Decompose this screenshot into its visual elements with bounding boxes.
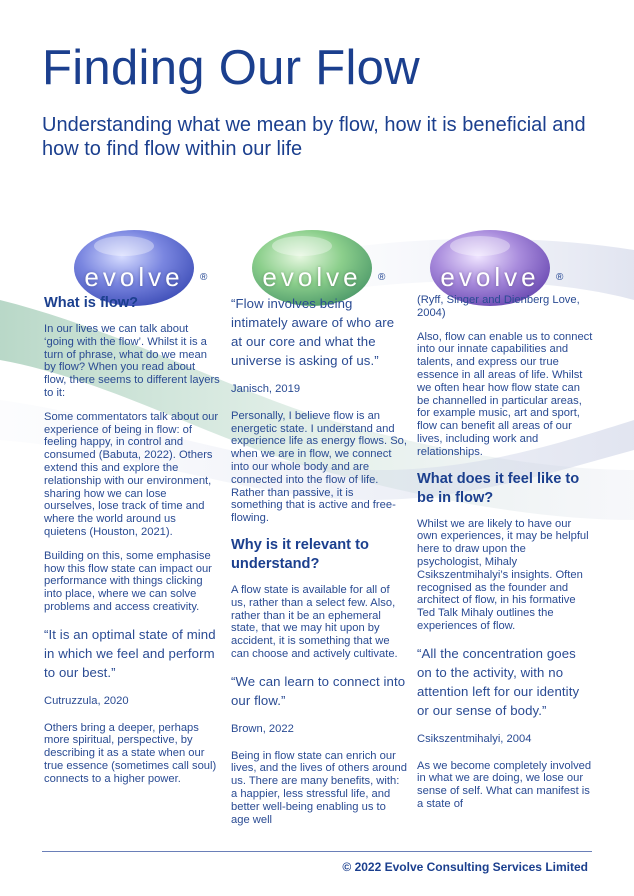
- column-3: [417, 294, 593, 834]
- quote-citation: Janisch, 2019: [231, 383, 301, 395]
- registered-mark: ®: [200, 272, 208, 283]
- paragraph: Also, flow can enable us to connect into our innate capabilities and talents, and express our true essence in all areas of life. Whilst we often hear how flow state can be channelled in particular areas, for example music, art and sport, flow can benefit all areas of our lives, including work and relationships.: [417, 330, 593, 458]
- footer-divider: [42, 851, 592, 852]
- footer-copyright: © 2022 Evolve Consulting Services Limited: [342, 860, 588, 874]
- quote-citation: Brown, 2022: [231, 722, 294, 735]
- heading-why-relevant: Why is it relevant to understand?: [231, 536, 369, 572]
- pull-quote: “We can learn to connect into our flow.”: [231, 673, 406, 708]
- paragraph: A flow state is available for all of us, rather than a select few. Also, rather than it be an ephemeral state, that we may hit upon by accident, it is something that we can choose and actively cultivate.: [231, 583, 398, 660]
- quote-citation: Cutruzzula, 2020: [44, 694, 129, 707]
- registered-mark: ®: [556, 272, 564, 283]
- paragraph: As we become completely involved in what we are doing, we lose our sense of self. What can manifest is a state of: [417, 759, 592, 810]
- paragraph: Personally, I believe flow is an energetic state. I understand and experience life as energy flows. So, when we are in flow, we connect into our whole body and are connected into the flow of life. Rather than passive, it is something that is active and free-flowing.: [231, 409, 407, 525]
- column-2: [231, 294, 407, 834]
- page-subtitle: Understanding what we mean by flow, how it is beneficial and how to find flow within our life: [42, 114, 586, 160]
- registered-mark: ®: [378, 272, 386, 283]
- quote-citation: Csikszentmihalyi, 2004: [417, 732, 532, 745]
- pull-quote: “It is an optimal state of mind in which we feel and perform to our best.”: [44, 626, 216, 680]
- column-1: [44, 294, 220, 834]
- logo-wordmark: evolve: [440, 262, 540, 292]
- heading-what-does-it-feel-like: What does it feel like to be in flow?: [417, 470, 580, 506]
- paragraph: Some commentators talk about our experience of being in flow: of feeling happy, in control and consumed (Babuta, 2022). Others extend this and explore the relationship with our environment, sharing how we can lose ourselves, lose track of time and where the world around us quietens (Houston, 2021).: [44, 410, 219, 538]
- paragraph: In our lives we can talk about ‘going with the flow’. Whilst it is a turn of phrase, what do we mean by flow? When you read about flow, there seems to different layers to it:: [44, 323, 220, 399]
- paragraph: (Ryff, Singer and Dienberg Love, 2004): [417, 294, 580, 319]
- logo-wordmark: evolve: [262, 262, 362, 292]
- paragraph: Others bring a deeper, perhaps more spiritual, perspective, by describing it as a state when our true essence (sometimes call soul) connects to a higher power.: [44, 721, 217, 785]
- paragraph: Being in flow state can enrich our lives, and the lives of others around us. There are many benefits, with: a happier, less stressful life, and better well-being enabling us to age well: [231, 749, 407, 826]
- pull-quote: “Flow involves being intimately aware of who are at our core and what the universe is asking of us.”: [231, 296, 395, 368]
- pull-quote: “All the concentration goes on to the activity, with no attention left for our identity or our sense of body.”: [417, 645, 580, 718]
- paragraph: Building on this, some emphasise how this flow state can impact our performance with things clicking into place, where we can solve problems and access creativity.: [44, 549, 212, 613]
- page-title: Finding Our Flow: [42, 41, 420, 95]
- logo-wordmark: evolve: [84, 262, 184, 292]
- paragraph: Whilst we are likely to have our own experiences, it may be helpful here to draw upon the psychologist, Mihaly Csikszentmihalyi’s insights. Often recognised as the founder and architect of flow, in his formative Ted Talk Mihaly outlines the experiences of flow.: [417, 517, 589, 632]
- heading-what-is-flow: What is flow?: [44, 295, 139, 311]
